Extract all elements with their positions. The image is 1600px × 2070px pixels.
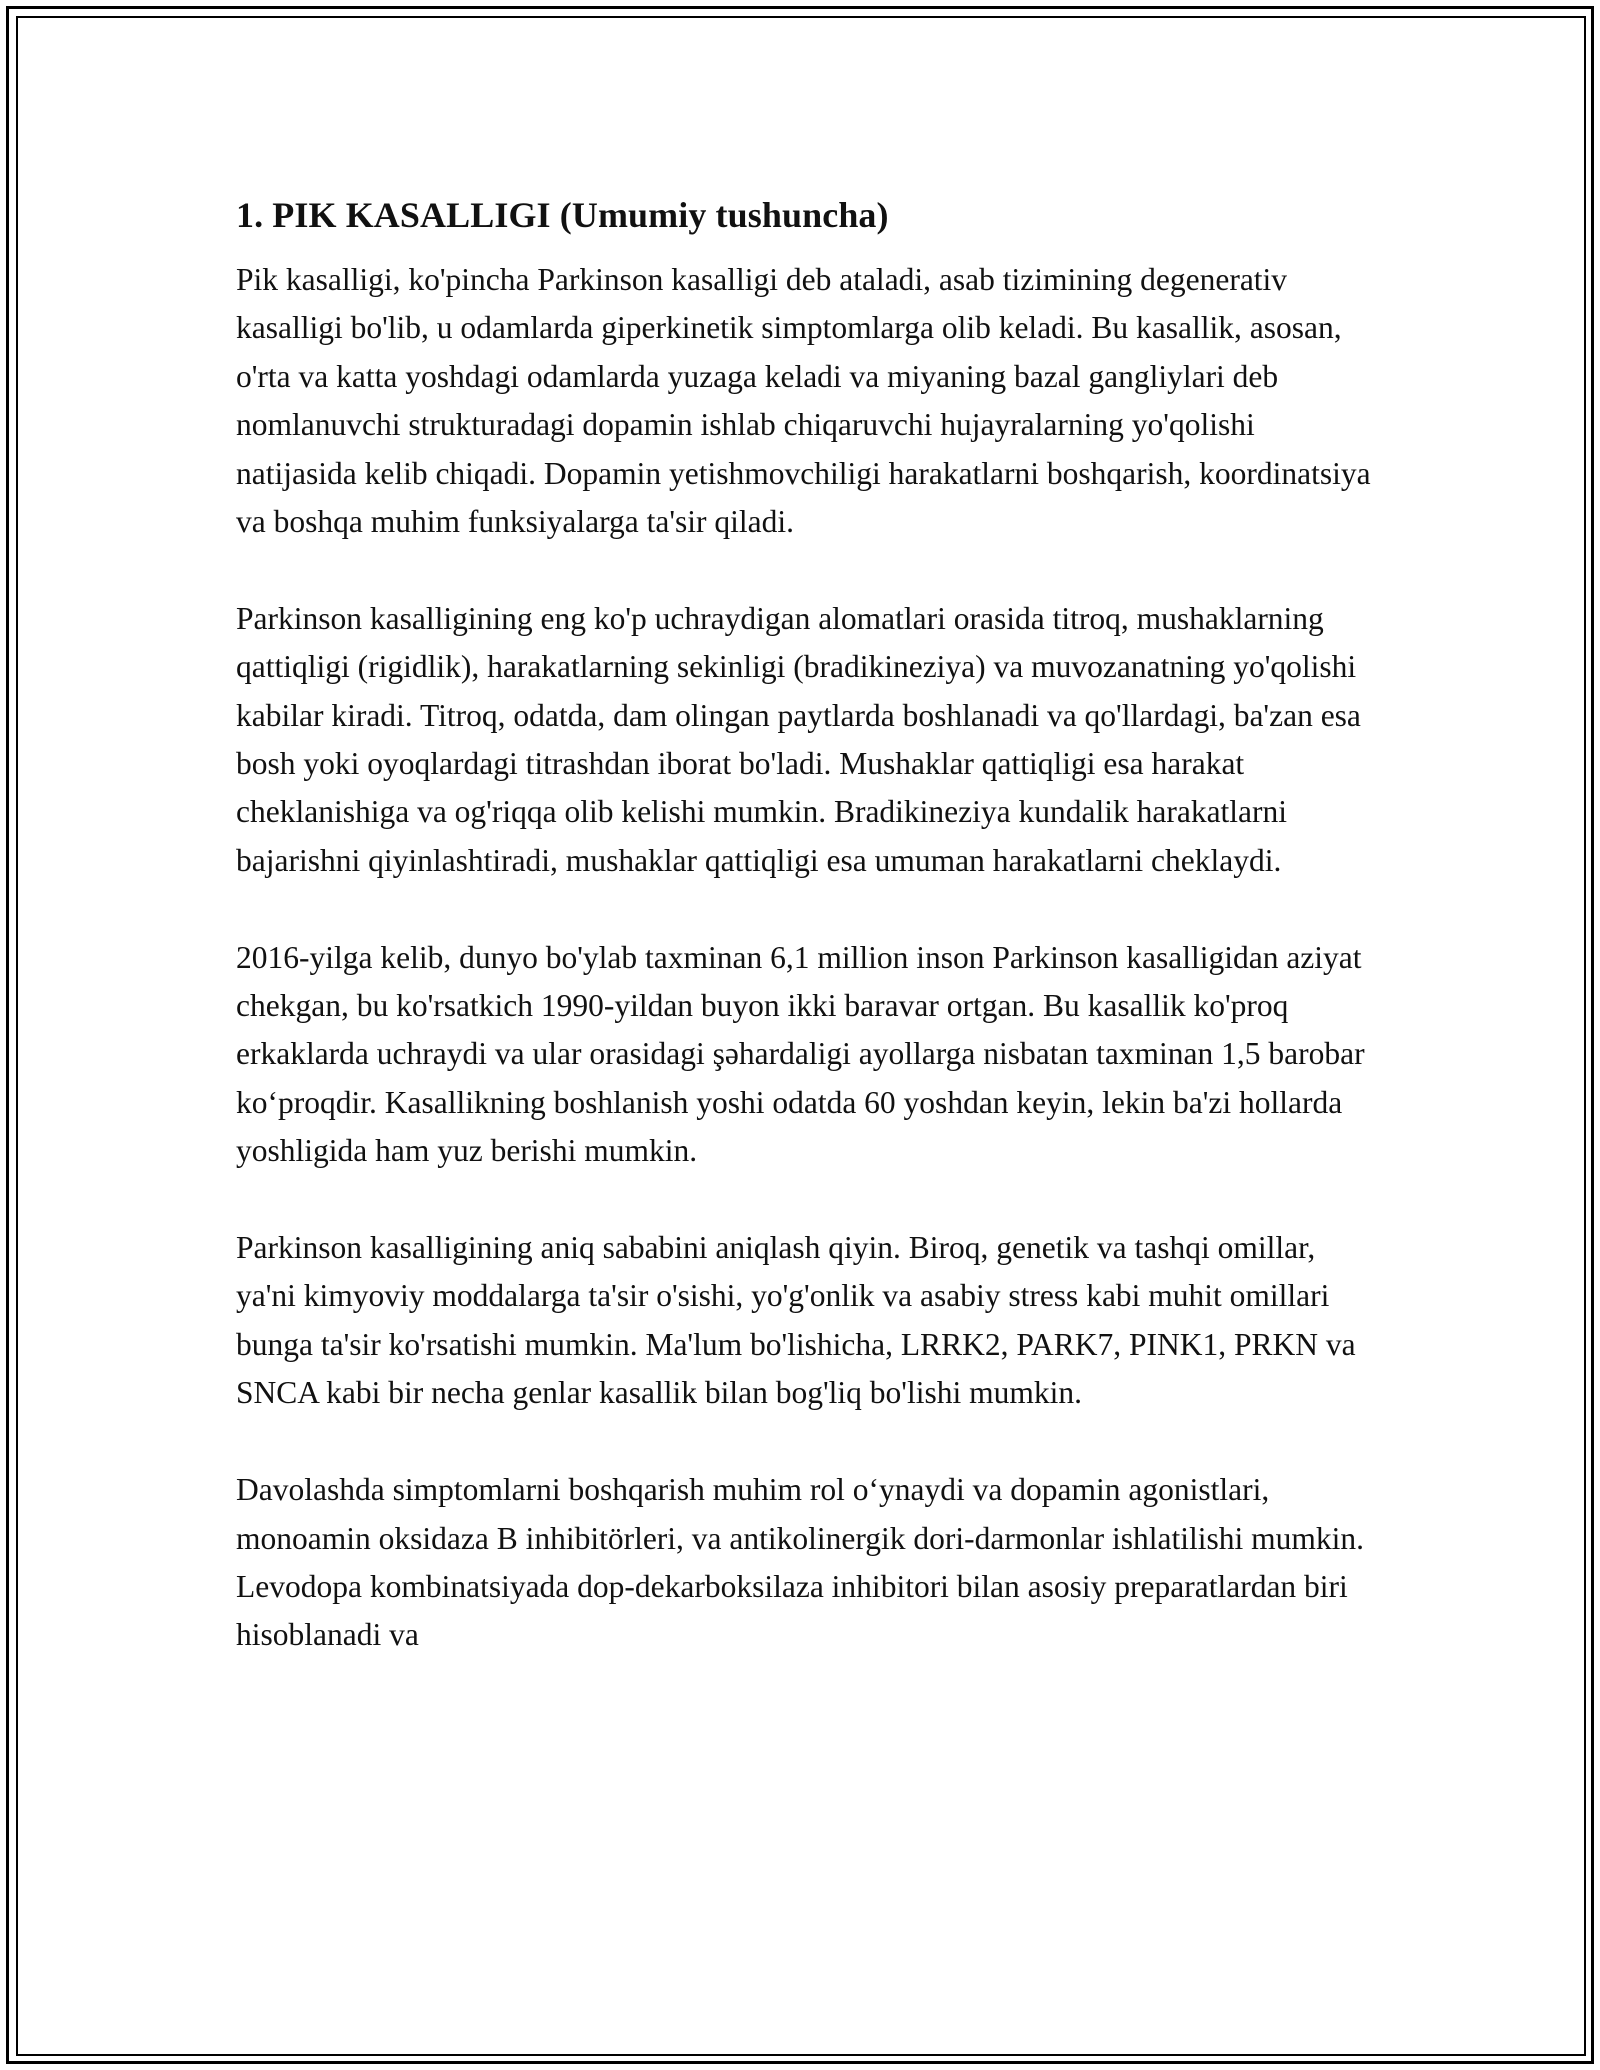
paragraph-4: Parkinson kasalligining aniq sababini aniqlash qiyin. Biroq, genetik va tashqi omillar, ya'ni kimyoviy moddalarga ta'sir o'sishi, yo'g'onlik va asabiy stress kabi muhit omillari bunga ta'sir ko'rsatishi mumkin. Ma'lum bo'lishicha, LRRK2, PARK7, PINK1, PRKN va SNCA kabi bir necha genlar kasallik bilan bog'liq bo'lishi mumkin. (236, 1230, 1356, 1411)
document-body (236, 186, 1376, 1708)
paragraph-5: Davolashda simptomlarni boshqarish muhim rol o‘ynaydi va dopamin agonistlari, monoamin oksidaza B inhibitörleri, va antikolinergik dori-darmonlar ishlatilishi mumkin. Levodopa kombinatsiyada dop-dekarboksilaza inhibitori bilan asosiy preparatlardan biri hisoblanadi va (236, 1472, 1364, 1653)
paragraph-2: Parkinson kasalligining eng ko'p uchraydigan alomatlari orasida titroq, mushaklarning qattiqligi (rigidlik), harakatlarning sekinligi (bradikineziya) va muvozanatning yo'qolishi kabilar kiradi. Titroq, odatda, dam olingan paytlarda boshlanadi va qo'llardagi, ba'zan esa bosh yoki oyoqlardagi titrashdan iborat bo'ladi. Mushaklar qattiqligi esa harakat cheklanishiga va og'riqqa olib kelishi mumkin. Bradikineziya kundalik harakatlarni bajarishni qiyinlashtiradi, mushaklar qattiqligi esa umuman harakatlarni cheklaydi. (236, 600, 1361, 878)
paragraph-1: Pik kasalligi, ko'pincha Parkinson kasalligi deb ataladi, asab tizimining degenerativ kasalligi bo'lib, u odamlarda giperkinetik simptomlarga olib keladi. Bu kasallik, asosan, o'rta va katta yoshdagi odamlarda yuzaga keladi va miyaning bazal gangliylari deb nomlanuvchi strukturadagi dopamin ishlab chiqaruvchi hujayralarning yo'qolishi natijasida kelib chiqadi. Dopamin yetishmovchiligi harakatlarni boshqarish, koordinatsiya va boshqa muhim funksiyalarga ta'sir qiladi. (236, 262, 1371, 540)
paragraph-3: 2016-yilga kelib, dunyo bo'ylab taxminan 6,1 million inson Parkinson kasalligidan aziyat chekgan, bu ko'rsatkich 1990-yildan buyon ikki baravar ortgan. Bu kasallik ko'proq erkaklarda uchraydi va ular orasidagi şəhardaligi ayollarga nisbatan taxminan 1,5 barobar ko‘proqdir. Kasallikning boshlanish yoshi odatda 60 yoshdan keyin, lekin ba'zi hollarda yoshligida ham yuz berishi mumkin. (236, 939, 1365, 1169)
section-heading: 1. PIK KASALLIGI (Umumiy tushuncha) (236, 195, 889, 235)
